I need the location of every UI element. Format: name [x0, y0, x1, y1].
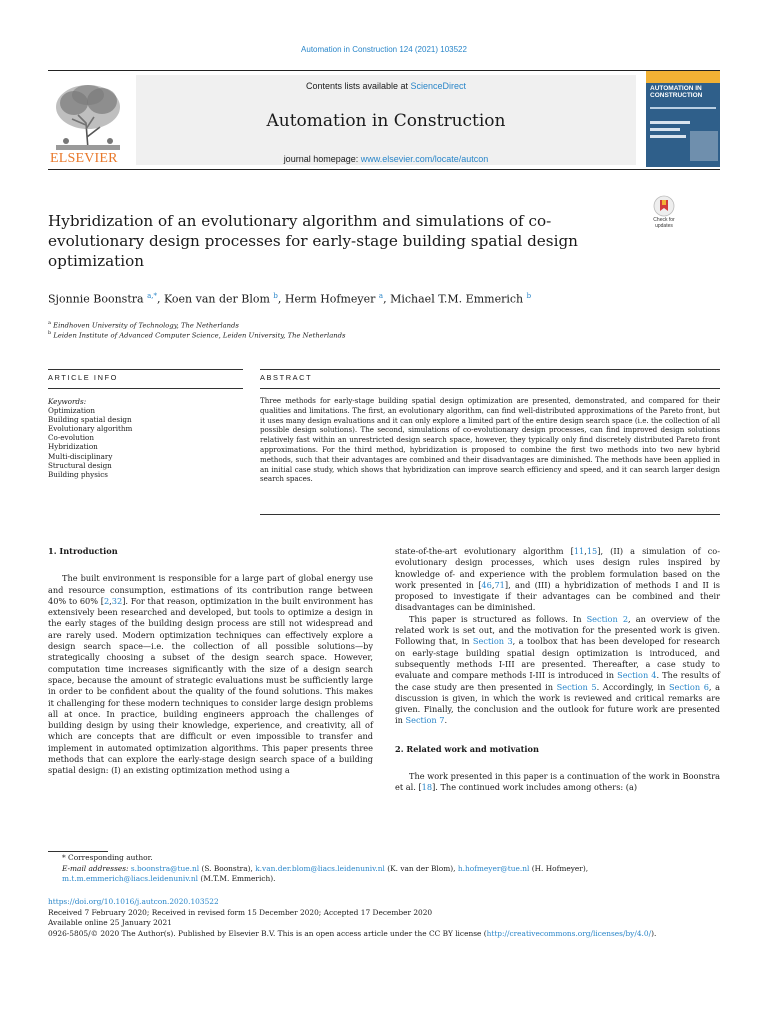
section-heading: 1. Introduction: [48, 546, 118, 556]
journal-reference-link[interactable]: Automation in Construction 124 (2021) 103522: [301, 45, 467, 54]
author-name: Herm Hofmeyer: [284, 292, 376, 306]
paper-title: Hybridization of an evolutionary algorithm and simulations of co-evolutionary design processes for early-stage building spatial design optimization: [48, 212, 578, 270]
section-heading: 2. Related work and motivation: [395, 743, 539, 754]
citation-link[interactable]: 11: [573, 546, 585, 556]
citation-link[interactable]: 2: [103, 595, 110, 606]
abstract-text: Three methods for early-stage building spatial design optimization are presented, demonstrated, and compared for their qualities and limitations. The first, an evolutionary algorithm, can find well-distributed approximations of the Pareto front, but it uses many design evaluations and it can only explore a limited part of the entire design search space (i.e. the collection of all possible design solutions). The second, simulations of co-evolutionary design processes, can find improved design solutions relatively fast within an unrestricted design search space, however, they typically only find discretely distributed Pareto front approximations. For the third method, hybridization is proposed to combine the first two methods into two new hybrid methods, such that their advantages are combined and their disadvantages are diminished. The methods have been applied in an initial case study, which shows that hybridization can improve search efficiency and speed, and it can search larger design search spaces.: [260, 396, 720, 484]
online-date: Available online 25 January 2021: [48, 918, 172, 928]
keyword-item: Building physics: [48, 469, 108, 479]
affiliation: [48, 330, 345, 339]
keywords-list: [48, 397, 238, 479]
author-name: Koen van der Blom: [163, 292, 270, 306]
received-dates: Received 7 February 2020; Received in revised form 15 December 2020; Accepted 17 December 2020: [48, 907, 433, 917]
citation-link[interactable]: 32: [111, 595, 123, 606]
article-info-heading: ARTICLE INFO: [48, 373, 118, 382]
cover-graphic-icon: [646, 71, 720, 167]
journal-masthead: [48, 70, 720, 170]
email-link[interactable]: k.van.der.blom@liacs.leidenuniv.nl: [255, 863, 385, 873]
affiliation-mark: b: [48, 330, 52, 336]
author-list: Sjonnie Boonstra $^{a,*}$, Koen van der Blom $^b$, Herm Hofmeyer $^a$, Michael T.M. Emmerich $^b$: [48, 292, 532, 306]
email-link[interactable]: h.hofmeyer@tue.nl: [457, 863, 530, 873]
citation-link[interactable]: 18: [421, 782, 433, 793]
citation-link[interactable]: 71: [494, 579, 505, 590]
section-link[interactable]: Section 5: [556, 681, 597, 692]
journal-homepage-link[interactable]: www.elsevier.com/locate/autcon: [360, 154, 489, 164]
author-affiliation-mark[interactable]: a,*: [147, 292, 157, 300]
check-for-updates-icon: [653, 195, 675, 217]
publisher-name: ELSEVIER: [50, 151, 118, 166]
divider: [260, 388, 720, 389]
affiliation-text: Eindhoven University of Technology, The Netherlands: [53, 321, 239, 330]
homepage-line: journal homepage: www.elsevier.com/locate/autcon: [283, 154, 489, 164]
email-link[interactable]: m.t.m.emmerich@liacs.leidenuniv.nl: [62, 874, 199, 883]
section-link[interactable]: Section 6: [668, 681, 709, 692]
divider: [260, 369, 720, 370]
body-paragraph: state-of-the-art evolutionary algorithm [11,15], (II) a simulation of co-evolutionary design processes, which uses design rules inspired by knowledge of- and experience with the problem formulation based on the work presented in [46,71], and (III) a hybridization of methods I and II is proposed to investigate if their advantages can be combined and their disadvantages can be diminished.: [395, 546, 721, 613]
keyword-item: Evolutionary algorithm: [48, 424, 133, 434]
divider: [260, 514, 720, 515]
license-line: 0926-5805/© 2020 The Author(s). Published by Elsevier B.V. This is an open access article under the CC BY license (http://creativecommons.org/licenses/by/4.0/).: [48, 928, 657, 938]
divider: [48, 388, 243, 389]
footnote-divider: [48, 851, 108, 852]
divider: [48, 369, 243, 370]
corresponding-author-note: * Corresponding author.: [62, 853, 153, 862]
body-paragraph: This paper is structured as follows. In Section 2, an overview of the related work is set out, and the motivation for the presented work is given. Following that, in Section 3, a toolbox that has been developed for research on early-stage building spatial design optimization is introduced, and subsequently methods I-III are presented. Thereafter, a case study to evaluate and compare methods I-III is introduced in Section 4. The results of the case study are then presented in Section 5. Accordingly, in Section 6, a discussion is given, in which the work is reviewed and critical remarks are given. Finally, the conclusion and the outlook for future work are presented in Section 7.: [395, 613, 721, 726]
journal-title: Automation in Construction: [266, 111, 506, 131]
doi-link[interactable]: https://doi.org/10.1016/j.autcon.2020.103522: [48, 897, 219, 906]
journal-info-box: [136, 75, 636, 165]
cover-title: AUTOMATION IN CONSTRUCTION: [650, 85, 703, 99]
keyword-item: Hybridization: [48, 442, 98, 452]
sciencedirect-link[interactable]: ScienceDirect: [410, 81, 467, 91]
author-name: Michael T.M. Emmerich: [390, 292, 524, 306]
keyword-item: Structural design: [48, 460, 112, 470]
author-name: Sjonnie Boonstra: [48, 292, 144, 306]
keyword-item: Co-evolution: [48, 433, 94, 443]
contents-line: Contents lists available at ScienceDirect: [305, 81, 467, 91]
affiliation-mark: a: [48, 320, 51, 326]
section-link[interactable]: Section 2: [586, 613, 629, 624]
citation-link[interactable]: 15: [586, 546, 598, 556]
email-addresses: E-mail addresses: s.boonstra@tue.nl (S. Boonstra), k.van.der.blom@liacs.leidenuniv.nl (K. van der Blom), h.hofmeyer@tue.nl (H. Hofmeyer), m.t.m.emmerich@liacs.leidenuniv.nl (M.T.M. Emmerich).: [62, 863, 589, 883]
journal-cover-image: [646, 71, 720, 167]
author-affiliation-mark[interactable]: b: [273, 292, 278, 300]
keyword-item: Multi-disciplinary: [48, 451, 113, 461]
publication-info: [48, 897, 738, 939]
license-link[interactable]: http://creativecommons.org/licenses/by/4.0/: [486, 928, 652, 938]
affiliation-text: Leiden Institute of Advanced Computer Science, Leiden University, The Netherlands: [53, 331, 346, 340]
author-affiliation-mark[interactable]: a: [378, 292, 384, 300]
body-paragraph: The work presented in this paper is a continuation of the work in Boonstra et al. [18]. The continued work includes among others: (a): [395, 771, 720, 793]
section-link[interactable]: Section 7: [405, 715, 445, 726]
keyword-item: Optimization: [48, 406, 96, 416]
section-link[interactable]: Section 4: [617, 670, 657, 681]
author-affiliation-mark[interactable]: b: [526, 292, 532, 300]
body-paragraph: The built environment is responsible for a large part of global energy use and resource consumption, estimations of its contribution range between 40% to 60% [2,32]. For that reason, optimization in the built environment has extensively been researched and developed, but tools to optimize a design in the early stages of the building design process are still not widespread and are rarely used. Modern optimization techniques can effectively explore a design search space—i.e. the collection of all possible solutions—by strategically choosing a subset of the design search space. However, computation time increases significantly with the size of a design search space, because the amount of strategic evaluations must be sufficiently large in order to be confident about the quality of the found solutions. This makes it challenging for these modern techniques to consider large design problems all at once. In practice, building engineers approach the challenges of building design by using their knowledge, experience, and creativity, all of which are concepts that are difficult or even impossible to transfer and implement in automated optimization algorithms. This paper presents three methods that can explore the early-stage design search space of a building spatial design: (I) an existing optimization method using a: [48, 573, 373, 776]
footnotes: [48, 853, 720, 885]
email-link[interactable]: s.boonstra@tue.nl: [130, 863, 200, 873]
section-link[interactable]: Section 3: [472, 636, 513, 647]
keywords-label: Keywords:: [48, 397, 87, 406]
affiliation: [48, 320, 239, 329]
check-for-updates-badge[interactable]: [648, 195, 680, 229]
keyword-item: Building spatial design: [48, 415, 132, 425]
check-for-updates-label: Check for updates: [653, 217, 675, 229]
abstract-heading: ABSTRACT: [260, 373, 313, 382]
body-column-left: [48, 546, 373, 777]
body-column-right: [395, 546, 720, 794]
citation-link[interactable]: 46: [481, 579, 492, 590]
journal-reference[interactable]: [0, 45, 768, 54]
